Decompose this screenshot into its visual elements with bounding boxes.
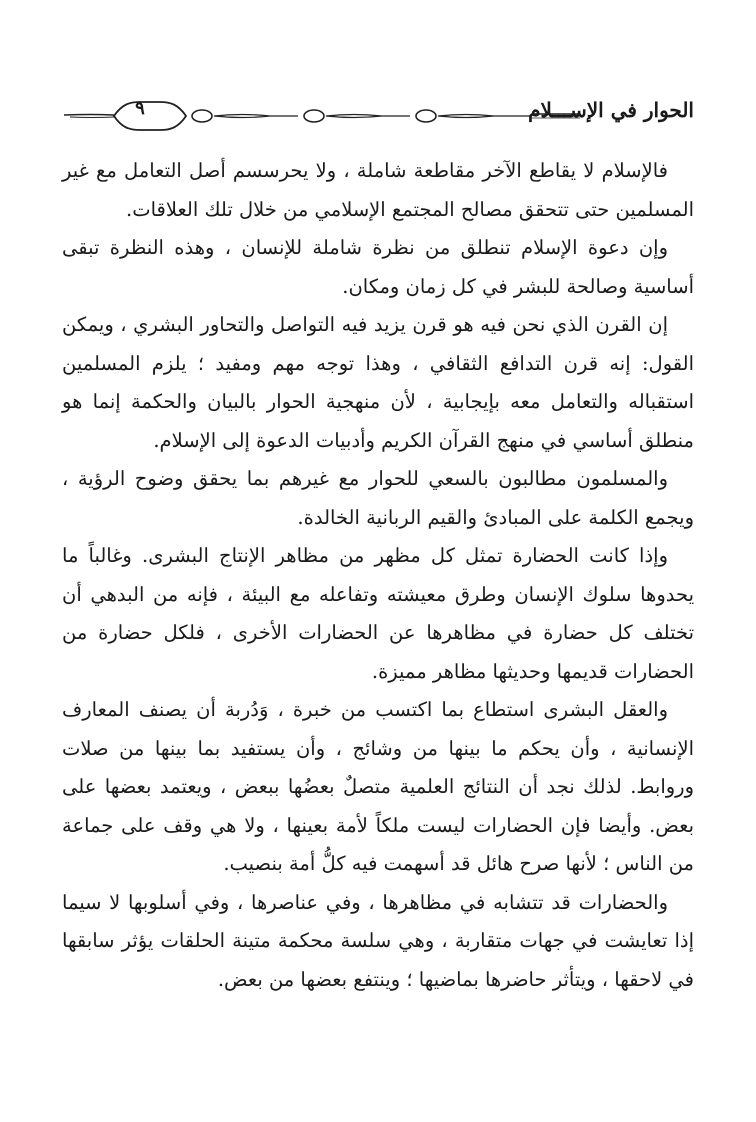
paragraph: والمسلمون مطالبون بالسعي للحوار مع غيرهم بما يحقق وضوح الرؤية ، ويجمع الكلمة على المبادئ والقيم الربانية الخالدة. [62, 467, 694, 529]
running-header-title: الحوار في الإســـلام [528, 98, 694, 122]
paragraph: والعقل البشرى استطاع بما اكتسب من خبرة ، وَدُربة أن يصنف المعارف الإنسانية ، وأن يحكم ما بينها من وشائج ، وأن يستفيد بما بينها من صلات وروابط. لذلك نجد أن النتائج العلمية متصلٌ بعضُها ببعض ، ويعتمد بعضها على بعض. وأيضا فإن الحضارات ليست ملكاً لأمة بعينها ، ولا هي وقف على جماعة من الناس ؛ لأنها صرح هائل قد أسهمت فيه كلُّ أمة بنصيب. [62, 698, 694, 875]
body-text [62, 152, 694, 999]
paragraph: وإن دعوة الإسلام تنطلق من نظرة شاملة للإنسان ، وهذه النظرة تبقى أساسية وصالحة للبشر في كل زمان ومكان. [62, 236, 694, 298]
paragraph: والحضارات قد تتشابه في مظاهرها ، وفي عناصرها ، وفي أسلوبها لا سيما إذا تعايشت في جهات متقاربة ، وهي سلسة محكمة متينة الحلقات يؤثر سابقها في لاحقها ، ويتأثر حاضرها بماضيها ؛ وينتفع بعضها من بعض. [62, 890, 694, 991]
page-number: ٩ [135, 98, 145, 119]
running-header [62, 96, 694, 140]
paragraph: وإذا كانت الحضارة تمثل كل مظهر من مظاهر الإنتاج البشرى. وغالباً ما يحدوها سلوك الإنسان وطرق معيشته وتفاعله مع البيئة ، فإنه من البدهي أن تختلف كل حضارة في مظاهرها عن الحضارات الأخرى ، فلكل حضارة من الحضارات قديمها وحديثها مظاهر مميزة. [62, 544, 694, 683]
paragraph: إن القرن الذي نحن فيه هو قرن يزيد فيه التواصل والتحاور البشري ، ويمكن القول: إنه قرن التدافع الثقافي ، وهذا توجه مهم ومفيد ؛ يلزم المسلمين استقباله والتعامل معه بإيجابية ، لأن منهجية الحوار بالبيان والحكمة إنما هو منطلق أساسي في منهج القرآن الكريم وأدبيات الدعوة إلى الإسلام. [62, 313, 694, 452]
paragraph: فالإسلام لا يقاطع الآخر مقاطعة شاملة ، ولا يحرسسم أصل التعامل مع غير المسلمين حتى تتحقق مصالح المجتمع الإسلامي من خلال تلك العلاقات. [62, 159, 694, 221]
